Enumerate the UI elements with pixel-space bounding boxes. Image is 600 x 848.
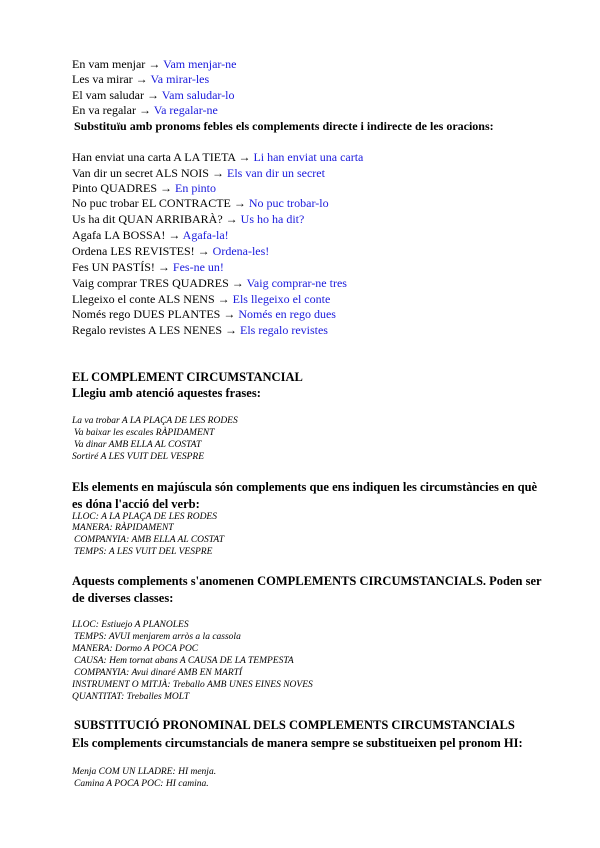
explanation-paragraph: Els elements en majúscula són complements que ens indiquen les circumstàncies en què es dóna l'acció del verb: — [72, 480, 538, 511]
class-item: LLOC: Estiuejo A PLANOLES — [72, 620, 189, 630]
class-item: CAUSA: Hem tornat abans A CAUSA DE LA TEMPESTA — [74, 656, 294, 666]
example-row: En vam menjar → Vam menjar-ne — [72, 57, 237, 71]
section-title: SUBSTITUCIÓ PRONOMINAL DELS COMPLEMENTS CIRCUMSTANCIALS — [74, 718, 515, 732]
exercise-row: Pinto QUADRES → En pinto — [72, 181, 217, 195]
substitution-example: Menja COM UN LLADRE: HI menja. — [72, 767, 217, 777]
example-row: Les va mirar → Va mirar-les — [72, 72, 210, 86]
exercise-row: Van dir un secret ALS NOIS → Els van dir un secret — [72, 166, 325, 180]
example-phrase: Sortiré A LES VUIT DEL VESPRE — [72, 452, 205, 462]
class-item: COMPANYIA: Avui dinaré AMB EN MARTÍ — [74, 668, 243, 678]
section-subtitle: Llegiu amb atenció aquestes frases: — [72, 386, 261, 400]
example-phrase: La va trobar A LA PLAÇA DE LES RODES — [72, 416, 238, 426]
exercise-row: Ordena LES REVISTES! → Ordena-les! — [72, 244, 270, 258]
exercise-row: Llegeixo el conte ALS NENS → Els llegeixo el conte — [72, 292, 331, 306]
type-item: COMPANYIA: AMB ELLA AL COSTAT — [74, 535, 225, 545]
exercise-row: Fes UN PASTÍS! → Fes-ne un! — [72, 260, 224, 274]
classes-intro-paragraph: Aquests complements s'anomenen COMPLEMENTS CIRCUMSTANCIALS. Poden ser de diverses classes: — [72, 574, 542, 605]
example-phrase: Va dinar AMB ELLA AL COSTAT — [74, 440, 202, 450]
exercise-row: Regalo revistes A LES NENES → Els regalo revistes — [72, 323, 328, 337]
exercise-row: Us ha dit QUAN ARRIBARÀ? → Us ho ha dit? — [72, 212, 305, 226]
type-item: MANERA: RÀPIDAMENT — [72, 523, 174, 533]
example-row: En va regalar → Va regalar-ne — [72, 103, 218, 117]
type-item: LLOC: A LA PLAÇA DE LES RODES — [72, 512, 217, 522]
exercise-row: Han enviat una carta A LA TIETA → Li han enviat una carta — [72, 150, 364, 164]
class-item: MANERA: Dormo A POCA POC — [72, 644, 199, 654]
instruction-heading: Substituïu amb pronoms febles els complements directe i indirecte de les oracions: — [74, 119, 494, 133]
substitution-example: Camina A POCA POC: HI camina. — [74, 779, 209, 789]
exercise-row: Vaig comprar TRES QUADRES → Vaig comprar-ne tres — [72, 276, 347, 290]
exercise-row: No puc trobar EL CONTRACTE → No puc trobar-lo — [72, 196, 329, 210]
section-subtitle: Els complements circumstancials de manera sempre se substitueixen pel pronom HI: — [72, 736, 523, 750]
class-item: INSTRUMENT O MITJÀ: Treballo AMB UNES EINES NOVES — [72, 680, 313, 690]
type-item: TEMPS: A LES VUIT DEL VESPRE — [74, 547, 213, 557]
class-item: QUANTITAT: Treballes MOLT — [72, 692, 190, 702]
example-phrase: Va baixar les escales RÀPIDAMENT — [74, 428, 215, 438]
example-row: El vam saludar → Vam saludar-lo — [72, 88, 235, 102]
exercise-row: Només rego DUES PLANTES → Només en rego dues — [72, 307, 336, 321]
exercise-row: Agafa LA BOSSA! → Agafa-la! — [72, 228, 229, 242]
section-title: EL COMPLEMENT CIRCUMSTANCIAL — [72, 370, 303, 384]
class-item: TEMPS: AVUI menjarem arròs a la cassola — [74, 632, 241, 642]
